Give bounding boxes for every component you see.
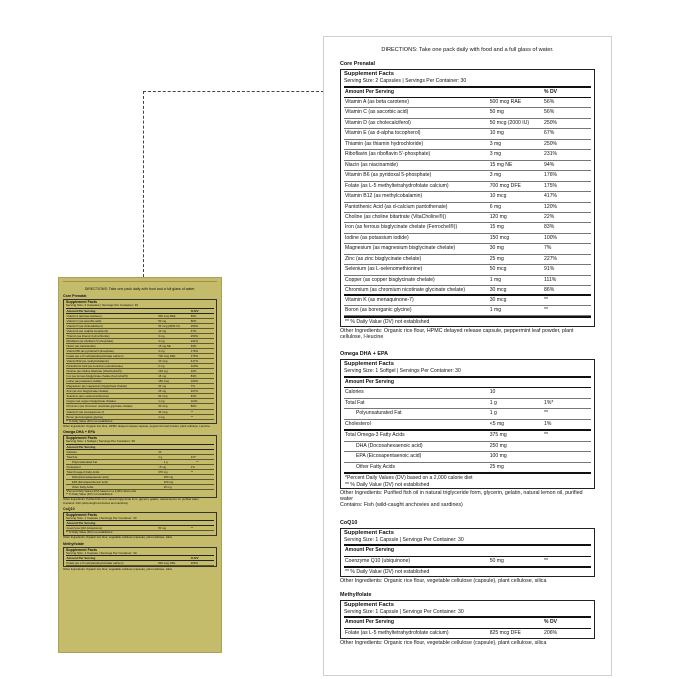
nutrient-name: Selenium (as L-selenomethionine) (345, 266, 423, 273)
nutrient-amount: 100 mg (163, 479, 174, 484)
section-title-prenatal: Core Prenatal (340, 61, 376, 67)
mini-section-title-methylfolate: Methylfolate (63, 541, 84, 546)
other-ingredients-coq10: Other Ingredients: Organic rice flour, vegetable cellulose (capsule), plant cellulose, silica (340, 577, 547, 584)
nutrient-amount: 30 mcg (158, 409, 168, 414)
product-label-thumbnail (58, 277, 222, 653)
nutrient-dv: 67% (544, 130, 555, 137)
nutrient-name: Total Omega-3 Fatty Acids (66, 469, 100, 474)
dv-column-label: % DV (544, 619, 558, 626)
nutrient-dv: 250% (544, 119, 558, 126)
nutrient-name: Iodine (as potassium iodide) (345, 234, 409, 241)
nutrient-amount: 10 mg (489, 130, 504, 137)
nutrient-row (344, 265, 591, 275)
nutrient-name: Total Omega-3 Fatty Acids (345, 432, 405, 439)
nutrient-name: Coenzyme Q10 (ubiquinone) (345, 557, 411, 564)
nutrient-name: Vitamin D (as cholecalciferol) (66, 323, 103, 328)
facts-table-prenatal (340, 69, 595, 327)
nutrient-amount: 1 g (158, 454, 163, 459)
mini-footnote: ** % Daily Value (DV) not established (66, 418, 113, 423)
nutrient-dv: 417% (190, 359, 198, 364)
nutrient-amount: 3 mg (489, 151, 502, 158)
nutrient-amount: 825 mcg DFE (158, 561, 176, 566)
nutrient-amount: 1 mg (489, 276, 502, 283)
facts-heading: Supplement Facts (344, 71, 394, 77)
facts-table-coq10 (340, 528, 595, 577)
nutrient-amount: 6 mg (489, 203, 502, 210)
nutrient-dv: ** (190, 414, 193, 419)
mini-prenatal-rows (66, 314, 214, 420)
nutrient-dv: 120% (190, 364, 198, 369)
mini-serving-size: Serving Size: 2 Capsules | Servings Per Container: 30 (66, 304, 214, 309)
mini-directions: DIRECTIONS: Take one pack daily with food and a full glass of water. (84, 287, 196, 291)
nutrient-row (344, 296, 591, 306)
nutrient-row (344, 203, 591, 213)
nutrient-row (344, 452, 591, 462)
amount-header-row (344, 546, 591, 557)
nutrient-dv: 83% (190, 374, 197, 379)
nutrient-amount: 700 mcg DFE (158, 353, 176, 358)
nutrient-name: Folate (as L-5 methyltetrahydrofolate calcium) (66, 561, 124, 566)
nutrient-name: Vitamin C (as ascorbic acid) (345, 109, 409, 116)
nutrient-row (344, 108, 591, 118)
nutrient-amount: 6 mg (158, 364, 165, 369)
nutrient-amount: 30 mg (158, 384, 167, 389)
nutrient-dv: 67% (190, 328, 197, 333)
nutrient-row (344, 234, 591, 244)
dv-not-established-footnote: ** % Daily Value (DV) not established (344, 566, 591, 576)
nutrient-name: Coenzyme Q10 (ubiquinone) (66, 526, 103, 531)
nutrient-dv: 22% (190, 369, 197, 374)
nutrient-dv: 231% (190, 338, 198, 343)
other-ingredients-prenatal: Other Ingredients: Organic rice flour, HPMC delayed release capsule, peppermint leaf powder, plant cellulose, l-leucine (340, 327, 574, 341)
nutrient-dv: 206% (190, 561, 198, 566)
nutrient-dv: ** (190, 469, 193, 474)
amount-header-row (344, 618, 591, 629)
dha-rows (344, 388, 591, 472)
prenatal-rows (344, 98, 591, 316)
nutrient-name: Thiamin (as thiamin hydrochloride) (345, 140, 424, 147)
nutrient-name: Selenium (as L-selenomethionine) (66, 394, 109, 399)
nutrient-name: EPA (Eicosapentaenoic acid) (356, 453, 422, 460)
nutrient-dv: 227% (190, 389, 198, 394)
mini-dv-label: % DV (190, 308, 199, 313)
mini-section-title-prenatal: Core Prenatal (63, 294, 87, 298)
nutrient-dv: 417% (544, 193, 558, 200)
nutrient-amount: 375 mg (158, 469, 168, 474)
nutrient-row (344, 182, 591, 192)
nutrient-name: DHA (Docosahexaenoic acid) (356, 442, 423, 449)
nutrient-dv: 83% (544, 224, 555, 231)
nutrient-row (344, 129, 591, 139)
nutrient-name: Boron (as borerganic glycine) (66, 414, 104, 419)
dv-not-established-footnote: ** % Daily Value (DV) not established (345, 481, 430, 488)
nutrient-amount: 10 mcg (489, 193, 507, 200)
nutrient-row (344, 629, 591, 638)
nutrient-row (344, 286, 591, 295)
nutrient-amount: 10 mg (158, 328, 167, 333)
mini-facts-dha (63, 435, 217, 498)
nutrient-amount: 3 mg (489, 172, 502, 179)
nutrient-amount: 50 mcg (2000 IU) (489, 119, 530, 126)
nutrient-name: Iodine (as potassium iodide) (66, 379, 102, 384)
mini-section-title-dha: Omega DHA + EPA (63, 429, 96, 434)
nutrient-amount: 1 mg (489, 306, 502, 313)
section-title-coq10: CoQ10 (340, 519, 358, 526)
nutrient-dv: 56% (190, 318, 197, 323)
mini-serving-size: Serving Size: 1 Capsule | Servings Per Container: 30 (66, 517, 214, 522)
nutrient-name: Zinc (as zinc bisglycinate chelate) (66, 389, 109, 394)
nutrient-amount: 10 mcg (158, 359, 168, 364)
supplement-facts-panel (323, 36, 612, 676)
nutrient-name: Iron (as ferrous bisglycinate chelate (Ferrochel®)) (345, 224, 458, 231)
nutrient-dv (196, 475, 214, 479)
mini-footnote-percent: *Percent Daily Values (DV) based on a 2,000 calorie diet (66, 488, 137, 493)
nutrient-amount: 50 mg (158, 318, 167, 323)
nutrient-amount: 250 mg (163, 474, 174, 479)
nutrient-dv: 91% (544, 266, 555, 273)
mini-serving-size: Serving Size: 1 Capsule | Servings Per Container: 30 (66, 552, 214, 557)
nutrient-amount: 3 mg (158, 333, 165, 338)
nutrient-name: Chromium (as chromium nicotinate glycinate chelate) (345, 286, 466, 293)
nutrient-dv (544, 452, 591, 461)
nutrient-amount: 500 mcg RAE (489, 99, 522, 105)
nutrient-dv: ** (544, 296, 549, 303)
nutrient-amount: 1 g (489, 399, 497, 406)
nutrient-name: Vitamin E (as d-alpha tocopherol) (66, 328, 108, 333)
nutrient-row (344, 420, 591, 431)
section-title-methylfolate: Methylfolate (340, 591, 372, 598)
facts-heading: Supplement Facts (344, 529, 394, 536)
dv-column-label: % DV (544, 88, 558, 95)
nutrient-name: Polyunsaturated Fat (72, 459, 98, 464)
nutrient-dv: 1% (190, 464, 195, 469)
amount-per-serving-label: Amount Per Serving (345, 547, 394, 554)
nutrient-dv: 56% (544, 109, 555, 116)
nutrient-amount: 1 g (163, 459, 168, 464)
nutrient-dv: 250% (190, 333, 198, 338)
nutrient-dv: ** (544, 410, 549, 417)
nutrient-dv: 86% (544, 286, 555, 293)
nutrient-name: Cholesterol (345, 420, 371, 427)
facts-heading: Supplement Facts (344, 361, 394, 368)
nutrient-dv: 1%* (544, 399, 554, 406)
nutrient-name: Magnesium (as magnesium bisglycinate chelate) (66, 384, 127, 389)
nutrient-row (344, 306, 591, 316)
mini-dv-label: % DV (190, 556, 199, 561)
nutrient-amount: 1 g (489, 410, 497, 417)
facts-table-dha (340, 359, 595, 489)
serving-size-text: Serving Size: 1 Capsule | Servings Per Container: 30 (344, 609, 591, 619)
serving-size-text: Serving Size: 1 Capsule | Servings Per Container: 30 (344, 537, 591, 547)
coq10-rows (344, 557, 591, 566)
mini-facts-coq10 (63, 512, 217, 536)
nutrient-dv: ** (196, 459, 199, 464)
nutrient-dv (191, 450, 214, 454)
nutrient-dv (196, 480, 214, 484)
nutrient-dv: 7% (544, 245, 552, 252)
nutrient-dv: ** (190, 526, 193, 531)
nutrient-dv (544, 388, 591, 397)
mini-facts-prenatal (63, 299, 217, 424)
callout-connector-vertical (143, 91, 144, 277)
methylfolate-rows (344, 629, 591, 638)
mini-amount-label: Amount Per Serving (66, 556, 96, 561)
nutrient-dv (544, 442, 591, 451)
nutrient-amount: 375 mg (489, 432, 507, 439)
nutrient-amount: 30 mcg (158, 403, 168, 408)
nutrient-name: Vitamin C (as ascorbic acid) (66, 318, 102, 323)
nutrient-dv: 100% (190, 379, 198, 384)
section-title-dha: Omega DHA + EPA (340, 351, 389, 358)
nutrient-row (344, 244, 591, 254)
nutrient-amount: <5 mg (489, 420, 505, 427)
nutrient-amount: 120 mg (489, 213, 507, 220)
nutrient-dv (196, 485, 214, 489)
serving-size-text: Serving Size: 2 Capsules | Servings Per Container: 30 (344, 78, 591, 88)
nutrient-name: Copper (as copper bisglycinate chelate) (345, 276, 435, 283)
nutrient-name: Vitamin A (as beta carotene) (345, 99, 409, 105)
nutrient-row (344, 223, 591, 233)
nutrient-dv: 176% (544, 172, 558, 179)
amount-per-serving-label: Amount Per Serving (345, 619, 394, 626)
callout-connector-horizontal (143, 91, 324, 92)
facts-heading: Supplement Facts (344, 601, 394, 608)
amount-per-serving-label: Amount Per Serving (345, 378, 394, 385)
nutrient-name: Riboflavin (as riboflavin 5’-phosphate) (66, 338, 114, 343)
mini-other-ingredients-prenatal: Other Ingredients: Organic rice flour, HPMC delayed release capsule, peppermint leaf powder, plant cellulose, l-leucine (63, 423, 210, 428)
nutrient-name: Choline (as choline bitartrate (VitaCholine®)) (345, 213, 447, 220)
nutrient-amount: 150 mcg (158, 379, 169, 384)
other-ingredients-methylfolate: Other Ingredients: Organic rice flour, vegetable cellulose (capsule), plant cellulose, silica (340, 639, 547, 646)
nutrient-amount: 10 (158, 449, 162, 454)
mini-dha-contains-text: Contains: Fish (wild-caught anchovies and sardines) (63, 500, 128, 505)
mini-other-ingredients-dha (63, 498, 217, 505)
mini-amount-label: Amount Per Serving (66, 308, 96, 313)
nutrient-dv: 175% (544, 182, 558, 189)
amount-header-row (344, 88, 591, 99)
mini-facts-methylfolate (63, 547, 217, 568)
mini-other-ingredients-coq10: Other Ingredients: Organic rice flour, vegetable cellulose (capsule), plant cellulose, silica (63, 535, 172, 540)
nutrient-name: Vitamin B6 (as pyridoxal 5-phosphate) (345, 172, 432, 179)
nutrient-dv: ** (544, 306, 549, 313)
nutrient-amount: 50 mcg (158, 394, 168, 399)
nutrient-dv: 1%* (190, 454, 196, 459)
nutrient-row (344, 431, 591, 441)
nutrient-dv: 111% (544, 276, 557, 283)
nutrient-amount: <5 mg (158, 464, 167, 469)
mini-dha-other-text: Other Ingredients: Purified fish oil in natural triglyceride form, glycerin, gelatin, natural lemon oil, purified water (63, 497, 199, 502)
nutrient-dv: 175% (190, 353, 198, 358)
nutrient-amount: 3 mg (158, 348, 165, 353)
nutrient-name: Magnesium (as magnesium bisglycinate chelate) (345, 245, 456, 252)
nutrient-dv: 100% (544, 234, 558, 241)
facts-table-methylfolate (340, 600, 595, 639)
nutrient-name: Total Fat (345, 399, 365, 406)
nutrient-name: Boron (as borerganic glycine) (345, 306, 412, 313)
nutrient-name: Chromium (as chromium nicotinate glycinate chelate) (66, 403, 133, 408)
mini-nutrient-row (66, 561, 214, 566)
mini-footnote: ** % Daily Value (DV) not established (66, 492, 113, 497)
nutrient-row (344, 171, 591, 181)
nutrient-amount: 10 (489, 389, 496, 396)
nutrient-dv: 111% (190, 399, 198, 404)
nutrient-dv: ** (544, 557, 549, 564)
nutrient-dv: 231% (544, 151, 558, 158)
nutrient-name: Folate (as L-5 methyltetrahydrofolate calcium) (345, 629, 449, 636)
nutrient-dv: 7% (190, 384, 195, 389)
nutrient-name: Choline (as choline bitartrate (VitaCholine®)) (66, 369, 122, 374)
nutrient-name: Vitamin B12 (as methylcobalamin) (345, 193, 423, 200)
nutrient-name: Niacin (as niacinamide) (66, 343, 96, 348)
nutrient-amount: 825 mcg DFE (489, 629, 521, 636)
mini-methylfolate-rows (66, 561, 214, 566)
nutrient-dv: 250% (190, 323, 198, 328)
nutrient-dv: 94% (190, 343, 197, 348)
nutrient-amount: 700 mcg DFE (489, 182, 521, 189)
nutrient-name: Vitamin D (as cholecalciferol) (345, 119, 411, 126)
nutrient-name: Pantothenic Acid (as d-calcium pantothenate) (345, 203, 448, 210)
nutrient-name: Cholesterol (66, 464, 81, 469)
nutrient-row (344, 98, 591, 108)
nutrient-amount: 30 mcg (489, 286, 507, 293)
nutrient-amount: 50 mcg (2000 IU) (158, 323, 180, 328)
nutrient-amount: 15 mg (489, 224, 504, 231)
nutrient-dv: 227% (544, 255, 558, 262)
dv-not-established-footnote: ** % Daily Value (DV) not established (344, 316, 591, 326)
nutrient-name: Vitamin K (as menaquinone-7) (345, 296, 414, 303)
mini-facts-heading: Supplement Facts (66, 435, 97, 440)
mini-facts-heading: Supplement Facts (66, 512, 97, 517)
nutrient-row (344, 161, 591, 171)
nutrient-amount: 100 mg (489, 453, 507, 460)
nutrient-dv: 56% (190, 313, 197, 318)
nutrient-row (344, 213, 591, 223)
percent-dv-footnote: *Percent Daily Values (DV) based on a 2,000 calorie diet (344, 472, 591, 482)
nutrient-amount: 15 mg NE (489, 161, 513, 168)
nutrient-amount: 30 mcg (489, 296, 507, 303)
nutrient-name: Folate (as L-5 methyltetrahydrofolate calcium) (66, 353, 124, 358)
nutrient-name: Other Fatty Acids (72, 484, 94, 489)
nutrient-dv: 176% (190, 348, 198, 353)
nutrient-row (344, 119, 591, 129)
mini-amount-label: Amount Per Serving (66, 444, 96, 449)
nutrient-name: Polyunsaturated Fat (356, 410, 402, 417)
nutrient-dv: 250% (544, 140, 558, 147)
nutrient-amount: 30 mg (489, 245, 504, 252)
nutrient-row (344, 463, 591, 472)
nutrient-name: Iron (as ferrous bisglycinate chelate (Ferrochel®)) (66, 374, 129, 379)
nutrient-row (344, 276, 591, 286)
nutrient-name: EPA (Eicosapentaenoic acid) (72, 479, 108, 484)
nutrient-dv: 206% (544, 629, 558, 636)
mini-serving-size: Serving Size: 1 Softgel | Servings Per Container: 30 (66, 440, 214, 445)
nutrient-row (344, 409, 591, 419)
other-ingredients-dha (340, 490, 595, 509)
mini-facts-heading: Supplement Facts (66, 300, 97, 304)
amount-per-serving-label: Amount Per Serving (345, 88, 394, 95)
nutrient-dv: ** (190, 409, 193, 414)
nutrient-amount: 25 mg (489, 463, 504, 470)
nutrient-name: Other Fatty Acids (356, 463, 396, 470)
nutrient-dv: ** (544, 432, 549, 439)
mini-facts-heading: Supplement Facts (66, 547, 97, 552)
nutrient-amount: 15 mg (158, 374, 167, 379)
nutrient-amount: 50 mg (489, 557, 504, 564)
nutrient-dv (544, 463, 591, 472)
nutrient-name: Vitamin B6 (as pyridoxal 5-phosphate) (66, 348, 114, 353)
nutrient-row (344, 557, 591, 566)
nutrient-amount: 120 mg (158, 369, 168, 374)
nutrient-amount: 3 mg (158, 338, 165, 343)
nutrient-amount: 50 mcg (489, 266, 507, 273)
nutrient-name: Vitamin K (as menaquinone-7) (66, 409, 105, 414)
nutrient-amount: 1 mg (158, 399, 165, 404)
nutrient-name: Total Fat (66, 454, 78, 459)
nutrient-row (344, 399, 591, 409)
nutrient-amount: 50 mg (489, 109, 504, 116)
nutrient-name: Vitamin E (as d-alpha tocopherol) (345, 130, 421, 137)
nutrient-name: Niacin (as niacinamide) (345, 161, 398, 168)
nutrient-name: Calories (345, 389, 364, 396)
dha-contains-text: Contains: Fish (wild-caught anchovies and sardines) (340, 502, 463, 509)
nutrient-amount: 15 mg NE (158, 343, 171, 348)
nutrient-amount: 1 mg (158, 414, 165, 419)
nutrient-dv: 1% (544, 420, 552, 427)
mini-amount-label: Amount Per Serving (66, 521, 96, 526)
nutrient-name: Vitamin B12 (as methylcobalamin) (66, 359, 109, 364)
nutrient-amount: 500 mcg RAE (158, 313, 176, 318)
nutrient-name: DHA (Docosahexaenoic acid) (72, 474, 109, 479)
nutrient-amount: 150 mcg (489, 234, 510, 241)
nutrient-amount: 25 mg (163, 484, 172, 489)
nutrient-row (344, 150, 591, 160)
nutrient-name: Calories (66, 449, 77, 454)
nutrient-dv: 91% (190, 394, 197, 399)
nutrient-name: Pantothenic Acid (as d-calcium pantothenate) (66, 364, 123, 369)
nutrient-dv: 56% (544, 99, 555, 105)
nutrient-amount: 50 mg (158, 526, 167, 531)
mini-dha-rows (66, 450, 214, 490)
nutrient-dv: 86% (190, 403, 197, 408)
directions-text: DIRECTIONS: Take one pack daily with food and a full glass of water. (381, 47, 554, 53)
nutrient-dv: 120% (544, 203, 558, 210)
mini-other-ingredients-methylfolate: Other Ingredients: Organic rice flour, vegetable cellulose (capsule), plant cellulose, silica (63, 566, 172, 571)
nutrient-name: Thiamin (as thiamin hydrochloride) (66, 333, 110, 338)
amount-header-row (344, 378, 591, 389)
nutrient-name: Zinc (as zinc bisglycinate chelate) (345, 255, 422, 262)
serving-size-text: Serving Size: 1 Softgel | Servings Per Container: 30 (344, 368, 591, 378)
nutrient-amount: 25 mg (158, 389, 167, 394)
dha-other-ingredients-text: Other Ingredients: Purified fish oil in natural triglyceride form, glycerin, gelatin, natural lemon oil, purified water (340, 489, 583, 503)
nutrient-row (344, 192, 591, 202)
nutrient-amount: 250 mg (489, 442, 507, 449)
mini-section-title-coq10: CoQ10 (63, 506, 75, 511)
nutrient-amount: 3 mg (489, 140, 502, 147)
nutrient-name: Riboflavin (as riboflavin 5’-phosphate) (345, 151, 431, 158)
nutrient-amount: 25 mg (489, 255, 504, 262)
nutrient-row (344, 442, 591, 452)
nutrient-name: Copper (as copper bisglycinate chelate) (66, 399, 116, 404)
nutrient-row (344, 140, 591, 150)
nutrient-name: Vitamin A (as beta carotene) (66, 313, 102, 318)
nutrient-dv: 22% (544, 213, 555, 220)
nutrient-name: Folate (as L-5 methyltetrahydrofolate calcium) (345, 182, 449, 189)
nutrient-row (344, 255, 591, 265)
nutrient-row (344, 388, 591, 398)
nutrient-dv: 94% (544, 161, 555, 168)
mini-footnote: ** % Daily Value (DV) not established (66, 530, 113, 535)
